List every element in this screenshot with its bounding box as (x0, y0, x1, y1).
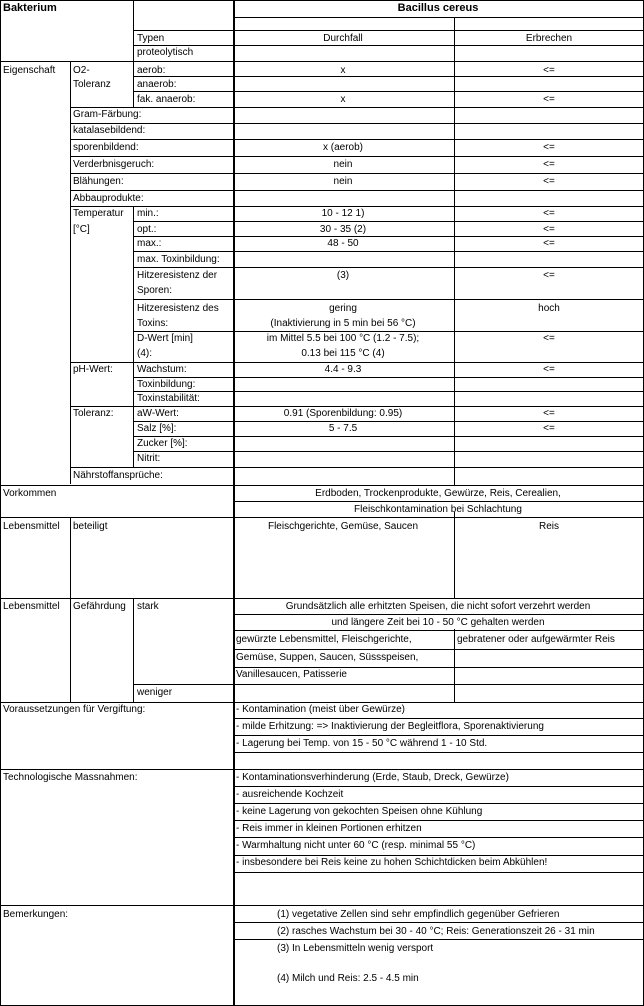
cell-text: Blähungen: (73, 176, 124, 187)
cell-text: Grundsätzlich alle erhitzten Speisen, die nicht sofort verzehrt werden (285, 601, 591, 612)
cell-text: <= (543, 176, 555, 187)
list-item: - milde Erhitzung: => Inaktivierung der Begleitflora, Sporenaktivierung (236, 721, 544, 732)
grid-line (70, 190, 644, 191)
bacterium-label: Bakterium (3, 2, 57, 14)
cell-text: stark (137, 601, 159, 612)
cell-text: <= (543, 142, 555, 153)
grid-line (133, 91, 644, 92)
cell-text: 0.13 bei 115 °C (4) (301, 348, 385, 359)
list-item: - Warmhaltung nicht unter 60 °C (resp. minimal 55 °C) (236, 840, 476, 851)
grid-line (0, 517, 644, 518)
grid-line (233, 630, 644, 631)
cell-text: <= (543, 238, 555, 249)
list-item: - Kontaminationsverhinderung (Erde, Staub, Dreck, Gewürze) (236, 772, 509, 783)
grid-line (233, 735, 644, 736)
cell-text: Zucker [%]: (137, 438, 188, 449)
cell-text: (3) (336, 270, 350, 281)
cell-text: <= (543, 224, 555, 235)
list-item: (2) rasches Wachstum bei 30 - 40 °C; Reis: Generationszeit 26 - 31 min (277, 926, 595, 937)
cell-text: fak. anaerob: (137, 94, 196, 105)
cell-text: im Mittel 5.5 bei 100 °C (1.2 - 7.5); (266, 333, 420, 344)
cell-text: Nitrit: (137, 453, 161, 464)
cell-text: Abbauprodukte: (73, 193, 144, 204)
grid-line (233, 17, 644, 18)
cell-text: Toxins: (137, 318, 169, 329)
grid-line (0, 61, 644, 62)
cell-text: gewürzte Lebensmittel, Fleischgerichte, (236, 634, 412, 645)
cell-text: <= (543, 94, 555, 105)
grid-line (0, 0, 644, 1)
cell-text: <= (543, 159, 555, 170)
cell-text: gebratener oder aufgewärmter Reis (457, 634, 615, 645)
cell-text: Erdboden, Trockenprodukte, Gewürze, Reis, Cerealien, (315, 488, 561, 499)
cell-text: max.: (137, 238, 162, 249)
grid-line (233, 786, 644, 787)
cell-text: Gefährdung (73, 601, 126, 612)
grid-line (454, 629, 455, 702)
grid-line (0, 598, 644, 599)
grid-line (0, 0, 1, 1006)
cell-text: anaerob: (137, 79, 177, 90)
cell-text: [°C] (73, 224, 90, 235)
cell-text: 30 - 35 (2) (319, 224, 367, 235)
grid-line (133, 377, 644, 378)
cell-text: Toxinstabilität: (137, 393, 200, 404)
cell-text: pH-Wert: (73, 364, 113, 375)
grid-line (133, 299, 644, 300)
cell-text: Reis (538, 521, 560, 532)
grid-line (133, 61, 134, 107)
list-item: - keine Lagerung von gekochten Speisen ohne Kühlung (236, 806, 483, 817)
grid-line (233, 855, 644, 856)
voraussetzungen-label: Voraussetzungen für Vergiftung: (3, 704, 146, 715)
cell-text: Hitzeresistenz der (137, 270, 218, 281)
massnahmen-label: Technologische Massnahmen: (3, 772, 138, 783)
cell-text: Gemüse, Suppen, Saucen, Süssspeisen, (236, 652, 419, 663)
grid-line (233, 837, 644, 838)
cell-text: sporenbildend: (73, 142, 139, 153)
cell-text: Verderbnisgeruch: (73, 159, 155, 170)
grid-line (233, 939, 644, 940)
cell-text: 5 - 7.5 (328, 423, 358, 434)
cell-text: Salz [%]: (137, 423, 177, 434)
cell-text: aW-Wert: (137, 408, 179, 419)
list-item: - insbesondere bei Reis keine zu hohen Schichtdicken beim Abkühlen! (236, 857, 548, 868)
list-item: (1) vegetative Zellen sind sehr empfindlich gegenüber Gefrieren (277, 909, 560, 920)
grid-line (133, 0, 134, 61)
cell-text: <= (543, 364, 555, 375)
grid-line (233, 922, 644, 923)
cell-text: opt.: (137, 224, 157, 235)
cell-text: (Inaktivierung in 5 min bei 56 °C) (270, 318, 416, 329)
cell-text: 10 - 12 1) (321, 208, 365, 219)
cell-text: O2- (73, 65, 90, 76)
grid-line (454, 512, 455, 598)
proteolytic-label: proteolytisch (137, 47, 194, 58)
cell-text: D-Wert [min] (137, 333, 193, 344)
list-item: - Kontamination (meist über Gewürze) (236, 704, 405, 715)
grid-line (133, 236, 644, 237)
cell-text: <= (543, 423, 555, 434)
grid-line (0, 485, 644, 486)
grid-line (233, 614, 644, 615)
grid-line (70, 406, 644, 407)
grid-line (133, 391, 644, 392)
grid-line (70, 123, 644, 124)
cell-text: min.: (137, 208, 159, 219)
cell-text: (4): (137, 348, 152, 359)
grid-line (70, 156, 644, 157)
cell-text: x (340, 94, 346, 105)
grid-line (70, 139, 644, 140)
cell-text: x (aerob) (322, 142, 364, 153)
cell-text: <= (543, 270, 555, 281)
cell-text: Nährstoffansprüche: (73, 470, 163, 481)
grid-line (233, 649, 644, 650)
cell-text: x (340, 65, 346, 76)
grid-line (233, 718, 644, 719)
lebensmittel-label: Lebensmittel (3, 521, 60, 532)
cell-text: nein (333, 176, 353, 187)
cell-text: 48 - 50 (327, 238, 359, 249)
cell-text: Fleischgerichte, Gemüse, Saucen (267, 521, 419, 532)
vorkommen-label: Vorkommen (3, 488, 57, 499)
eigenschaft-label: Eigenschaft (3, 65, 56, 76)
grid-line (70, 107, 644, 108)
grid-line (133, 206, 134, 362)
grid-line (70, 173, 644, 174)
grid-line (133, 267, 644, 268)
grid-line (70, 467, 644, 468)
grid-line (70, 206, 644, 207)
cell-text: 4.4 - 9.3 (324, 364, 362, 375)
cell-text: gering (329, 303, 357, 314)
grid-line (0, 905, 644, 906)
cell-text: katalasebildend: (73, 125, 146, 136)
cell-text: Toleranz: (73, 408, 114, 419)
cell-text: max. Toxinbildung: (137, 254, 220, 265)
grid-line (133, 45, 644, 46)
cell-text: <= (543, 65, 555, 76)
grid-line (133, 30, 644, 31)
bemerkungen-label: Bemerkungen: (3, 909, 69, 920)
list-item: (4) Milch und Reis: 2.5 - 4.5 min (277, 973, 419, 984)
grid-line (0, 702, 644, 703)
grid-line (133, 251, 644, 252)
list-item: (3) In Lebensmitteln wenig versport (277, 943, 434, 954)
grid-line (133, 421, 644, 422)
cell-text: weniger (137, 687, 173, 698)
cell-text: <= (543, 333, 555, 344)
column-header-erbrechen: Erbrechen (525, 33, 573, 44)
grid-line (133, 362, 134, 406)
grid-line (133, 76, 644, 77)
species-title: Bacillus cereus (397, 2, 479, 14)
grid-line (233, 501, 644, 502)
grid-line (233, 872, 644, 873)
cell-text: und längere Zeit bei 10 - 50 °C gehalten werden (331, 617, 545, 628)
grid-line (0, 769, 644, 770)
grid-line (70, 61, 71, 484)
cell-text: Fleischkontamination bei Schlachtung (354, 504, 522, 515)
cell-text: Hitzeresistenz des (137, 303, 219, 314)
grid-line (133, 331, 644, 332)
cell-text: beteiligt (73, 521, 108, 532)
grid-line (233, 803, 644, 804)
cell-text: hoch (538, 303, 560, 314)
grid-line (233, 820, 644, 821)
cell-text: 0.91 (Sporenbildung: 0.95) (283, 408, 403, 419)
cell-text: <= (543, 408, 555, 419)
grid-line (133, 436, 644, 437)
grid-line (133, 598, 134, 702)
cell-text: <= (543, 208, 555, 219)
grid-line (233, 752, 644, 753)
list-item: - Lagerung bei Temp. von 15 - 50 °C während 1 - 10 Std. (236, 738, 488, 749)
list-item: - Reis immer in kleinen Portionen erhitzen (236, 823, 422, 834)
cell-text: Vanillesaucen, Patisserie (236, 669, 347, 680)
grid-line (133, 451, 644, 452)
column-header-durchfall: Durchfall (323, 33, 363, 44)
grid-line (133, 684, 644, 685)
list-item: - ausreichende Kochzeit (236, 789, 344, 800)
grid-line (70, 598, 71, 702)
cell-text: Temperatur (73, 208, 124, 219)
cell-text: nein (333, 159, 353, 170)
grid-line (133, 221, 644, 222)
types-label: Typen (137, 33, 165, 44)
cell-text: Toxinbildung: (137, 379, 196, 390)
grid-line (70, 362, 644, 363)
grid-line (233, 667, 644, 668)
lebensmittel-label: Lebensmittel (3, 601, 60, 612)
cell-text: Toleranz (73, 79, 111, 90)
grid-line (70, 517, 71, 598)
cell-text: Sporen: (137, 285, 173, 296)
cell-text: aerob: (137, 65, 166, 76)
cell-text: Gram-Färbung: (73, 109, 142, 120)
cell-text: Wachstum: (137, 364, 187, 375)
